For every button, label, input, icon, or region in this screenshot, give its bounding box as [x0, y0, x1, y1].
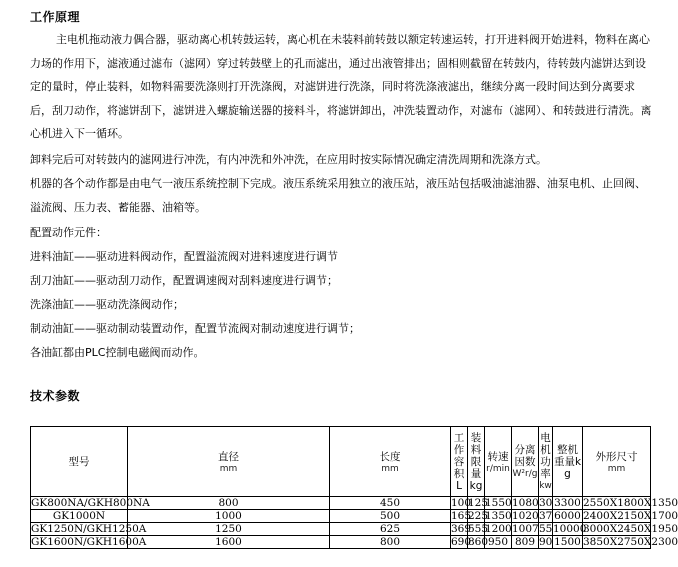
cell-diameter: 1250 — [128, 523, 330, 536]
config-item: 洗涤油缸——驱动洗涤阀动作； — [30, 298, 184, 311]
table-row — [31, 536, 651, 549]
header-weight: 整机重量kg — [553, 427, 583, 497]
cell-length: 625 — [330, 523, 451, 536]
cell-dimensions: 2550X1800X1350 — [583, 497, 678, 509]
cell-sep-factor: 809 — [512, 536, 539, 549]
header-length: 长度 mm — [330, 427, 451, 497]
section-title-principle: 工作原理 — [30, 10, 81, 24]
header-speed: 转速 r/min — [485, 427, 512, 497]
header-diameter: 直径 mm — [128, 427, 330, 497]
header-dimensions: 外形尺寸 mm — [583, 427, 651, 497]
cell-power: 90 — [539, 536, 553, 548]
spec-table — [30, 426, 678, 549]
cell-volume: 690 — [451, 536, 472, 548]
cell-dimensions: 3000X2450X1950 — [583, 523, 678, 535]
cell-speed: 950 — [485, 536, 512, 549]
cell-weight: 1500 — [554, 536, 581, 548]
config-item: 制动油缸——驱动制动装置动作，配置节流阀对制动速度进行调节； — [30, 322, 360, 335]
cell-weight: 6000 — [554, 510, 581, 522]
cell-diameter: 1000 — [128, 510, 330, 523]
cell-power: 55 — [539, 523, 553, 535]
table-row — [31, 523, 651, 536]
cell-speed: 1200 — [485, 523, 512, 535]
hydraulic-paragraph: 机器的各个动作都是由电气一液压系统控制下完成。液压系统采用独立的液压站，液压站包括吸油滤油器、油泵电机、止回阀、溢流阀、压力表、蓄能器、油箱等。 — [30, 177, 646, 214]
cell-length: 800 — [330, 536, 451, 549]
principle-text: 主电机拖动液力偶合器，驱动离心机转鼓运转，离心机在未装料前转鼓以额定转速运转，打开进料阀开始进料，物料在离心力场的作用下，滤液通过滤布（滤网）穿过转鼓壁上的孔而滤出，通过出液管排出；固相则截留在转鼓内，待转鼓内滤饼达到设定的量时，停止装料，如物料需要洗涤则打开洗涤阀，对滤饼进行洗涤，同时将洗涤液滤出，继续分离一段时间达到分离要求后，刮刀动作，将滤饼刮下，滤饼进入螺旋输送器的接料斗，将滤饼卸出，冲洗装置动作，对滤布（滤网）、和转鼓进行清洗。离心机进入下一循环。 — [30, 33, 652, 140]
unload-wash-line: 卸料完后可对转鼓内的滤网进行冲洗，有内冲洗和外冲洗，在应用时按实际情况确定清洗周期和洗涤方式。 — [30, 153, 547, 166]
config-item: 刮刀油缸——驱动刮刀动作，配置调速阀对刮料速度进行调节； — [30, 274, 338, 287]
cell-length: 450 — [330, 497, 451, 510]
cell-load: 555 — [468, 523, 489, 535]
cell-diameter: 1600 — [128, 536, 330, 549]
cell-power: 30 — [539, 497, 553, 509]
cell-dimensions: 2400X2150X1700 — [583, 510, 678, 522]
cell-dimensions: 3850X2750X2300 — [583, 536, 678, 548]
section-title-specs: 技术参数 — [30, 389, 81, 403]
cell-sep-factor: 1020 — [512, 510, 539, 522]
cell-model: GK1250N/GKH1250A — [31, 523, 147, 535]
cell-model: GK800NA/GKH800NA — [31, 497, 150, 509]
header-load: 装料限量kg — [468, 427, 485, 497]
table-header-row — [31, 427, 651, 497]
header-power: 电机功率 kw — [539, 427, 553, 497]
cell-weight: 10000 — [553, 523, 587, 535]
cell-length: 500 — [330, 510, 451, 523]
cell-speed: 1350 — [485, 510, 512, 522]
cell-weight: 3300 — [554, 497, 581, 509]
cell-volume: 100 — [451, 497, 472, 509]
header-volume: 工作容积L — [451, 427, 468, 497]
config-item: 各油缸都由PLC控制电磁阀而动作。 — [30, 346, 205, 359]
cell-diameter: 800 — [128, 497, 330, 510]
cell-speed: 1550 — [485, 497, 512, 509]
cell-load: 125 — [468, 497, 489, 509]
config-title: 配置动作元件： — [30, 226, 107, 239]
cell-volume: 369 — [451, 523, 472, 535]
cell-load: 225 — [468, 510, 489, 522]
cell-sep-factor: 1080 — [512, 497, 539, 509]
cell-power: 37 — [539, 510, 553, 522]
cell-volume: 165 — [451, 510, 472, 522]
cell-model: GK1000N — [31, 510, 128, 523]
header-sep-factor: 分离因数 W²r/g — [512, 427, 539, 497]
cell-load: 860 — [468, 536, 489, 548]
table-row — [31, 497, 651, 510]
cell-model: GK1600N/GKH1600A — [31, 536, 147, 548]
table-row — [31, 510, 651, 523]
config-item: 进料油缸——驱动进料阀动作，配置溢流阀对进料速度进行调节 — [30, 250, 338, 263]
principle-paragraph — [30, 28, 655, 146]
cell-sep-factor: 1007 — [512, 523, 539, 535]
header-model: 型号 — [31, 427, 128, 497]
